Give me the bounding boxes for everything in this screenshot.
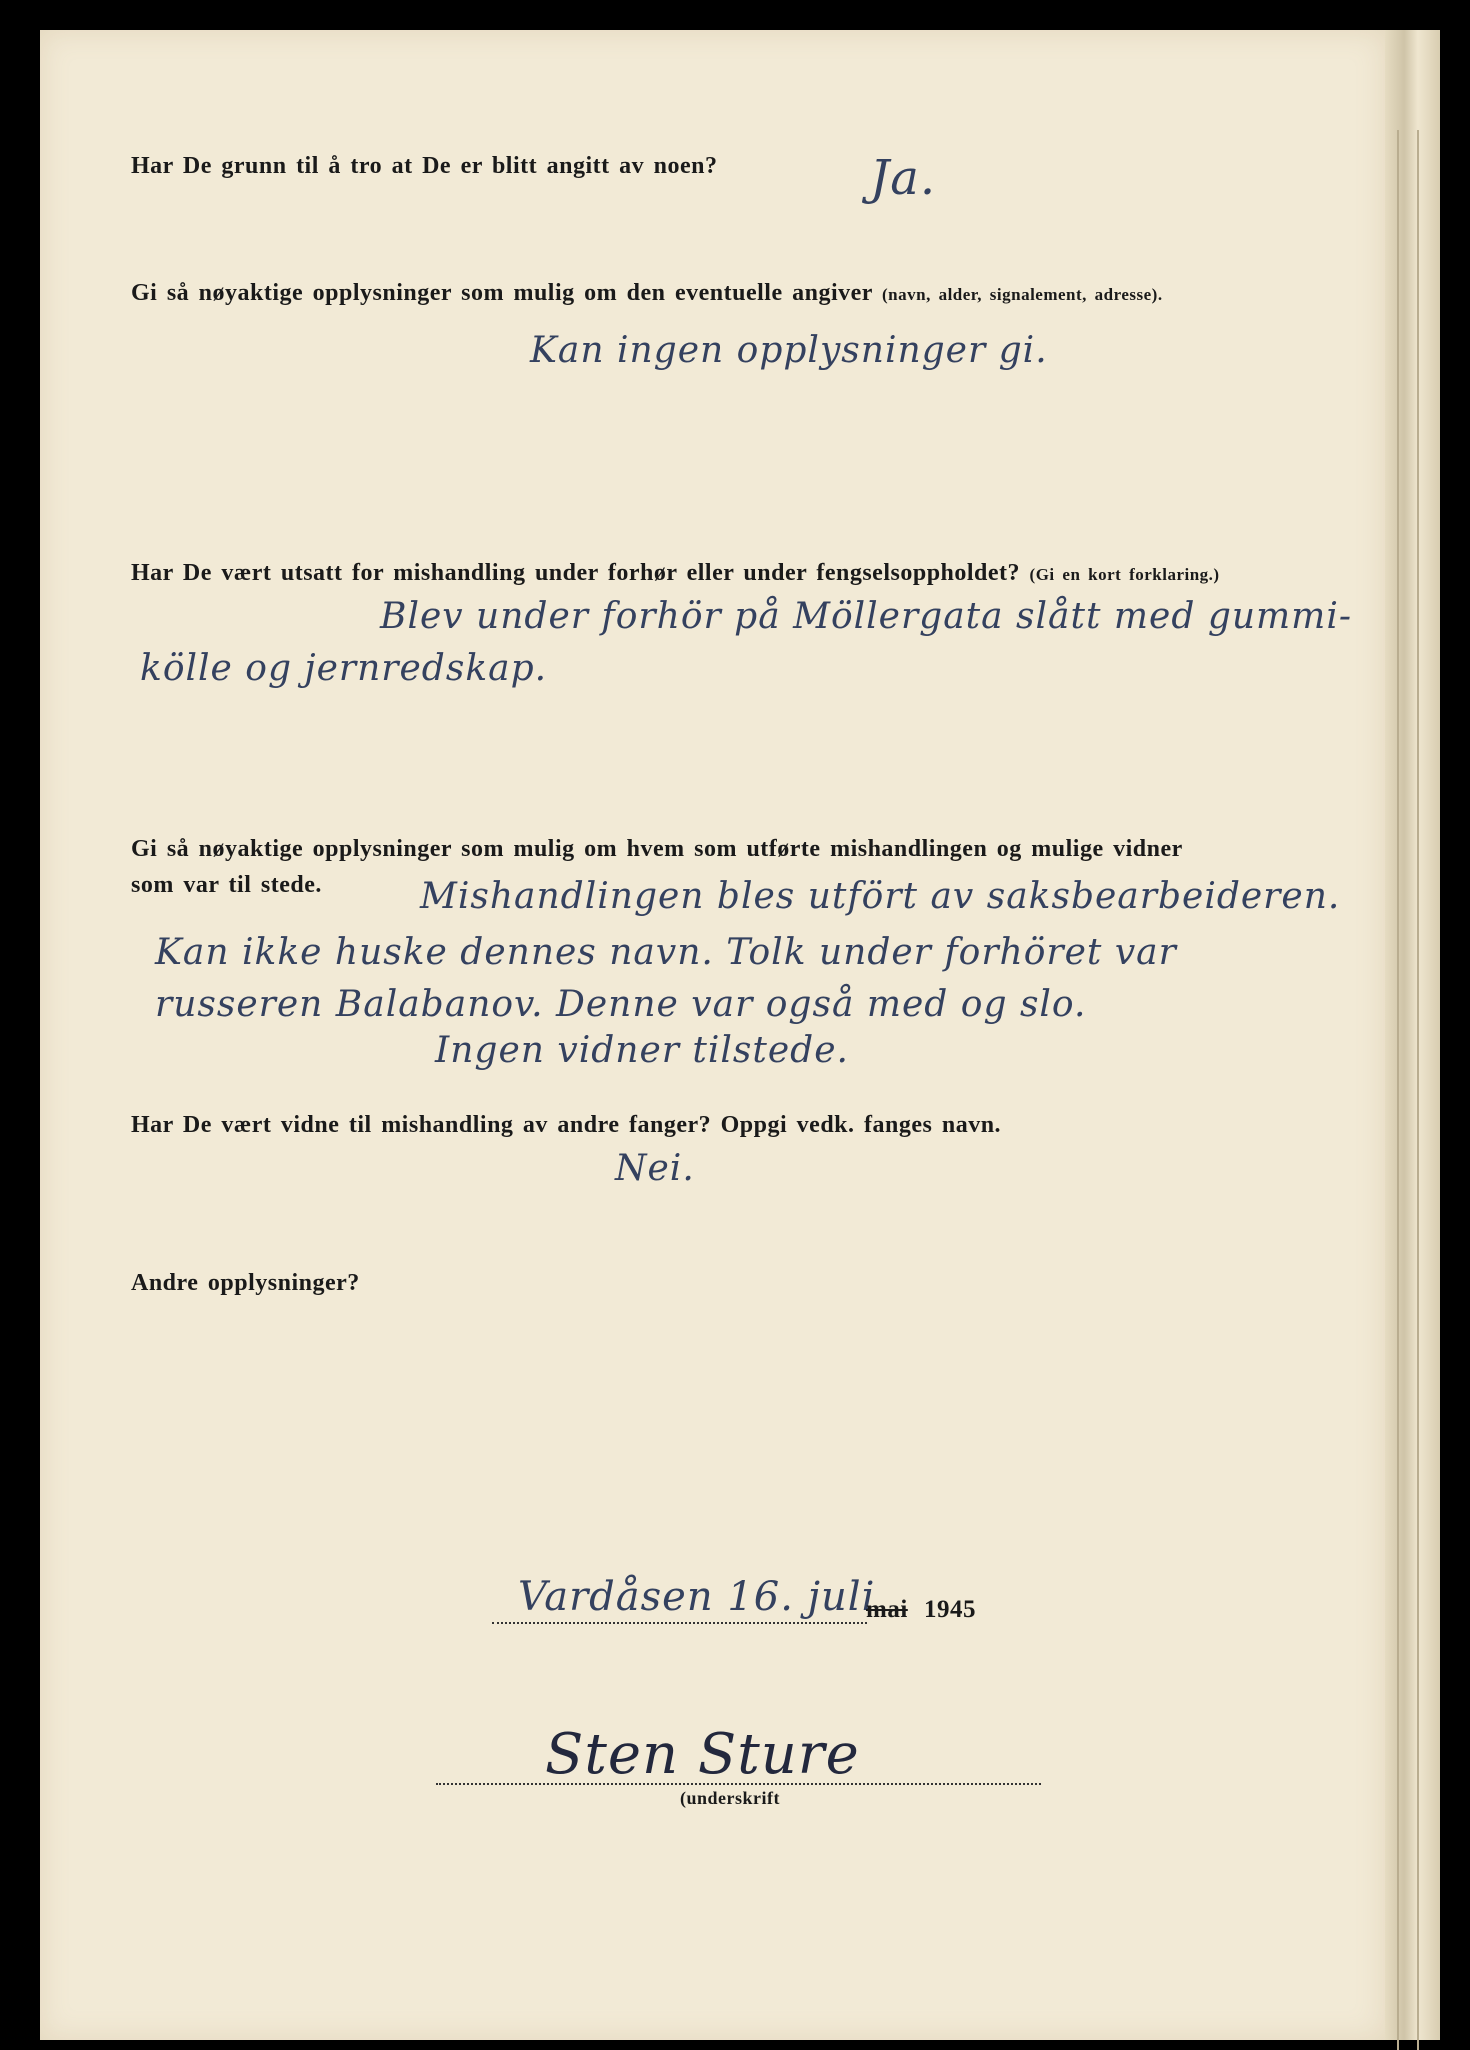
edge-line: [1397, 130, 1399, 2050]
question-angiver-note: (navn, alder, signalement, adresse).: [882, 285, 1163, 304]
question-andre: Andre opplysninger?: [131, 1270, 360, 1296]
date-year: 1945: [924, 1596, 976, 1623]
answer-mishandling-line1: Blev under forhör på Möllergata slått med gummi-: [380, 596, 1352, 637]
answer-vidne: Nei.: [615, 1148, 695, 1189]
page-edge: [1385, 30, 1440, 2040]
date-month-struck: mai: [866, 1596, 908, 1623]
signature: Sten Sture: [545, 1722, 860, 1787]
question-mishandling: [131, 560, 1220, 587]
question-angiver: [131, 280, 1163, 307]
question-utforte-line2: som var til stede.: [131, 872, 322, 898]
signature-label: (underskrift: [680, 1788, 780, 1808]
question-angiver-main: Gi så nøyaktige opplysninger som mulig om den eventuelle angiver: [131, 280, 873, 306]
edge-line: [1417, 130, 1419, 2050]
answer-utforte-line4: Ingen vidner tilstede.: [435, 1030, 849, 1071]
question-angitt: Har De grunn til å tro at De er blitt angitt av noen?: [131, 153, 718, 179]
question-utforte-line1: Gi så nøyaktige opplysninger som mulig om hvem som utførte mishandlingen og mulige vidner: [131, 836, 1183, 862]
date-dotted-line: [492, 1622, 867, 1624]
answer-angitt: Ja.: [870, 150, 937, 206]
answer-utforte-line1: Mishandlingen bles utfört av saksbearbeideren.: [420, 876, 1341, 917]
question-mishandling-note: (Gi en kort forklaring.): [1029, 565, 1220, 584]
signature-dotted-line: [436, 1783, 1041, 1785]
answer-mishandling-line2: kölle og jernredskap.: [140, 648, 548, 689]
question-mishandling-main: Har De vært utsatt for mishandling under forhør eller under fengselsoppholdet?: [131, 560, 1021, 586]
answer-angiver: Kan ingen opplysninger gi.: [530, 330, 1048, 371]
answer-utforte-line3: russeren Balabanov. Denne var også med og slo.: [155, 984, 1087, 1025]
question-vidne: Har De vært vidne til mishandling av andre fanger? Oppgi vedk. fanges navn.: [131, 1112, 1002, 1138]
answer-utforte-line2: Kan ikke huske dennes navn. Tolk under forhöret var: [155, 932, 1177, 973]
date-handwritten: Vardåsen 16. juli: [518, 1574, 876, 1620]
